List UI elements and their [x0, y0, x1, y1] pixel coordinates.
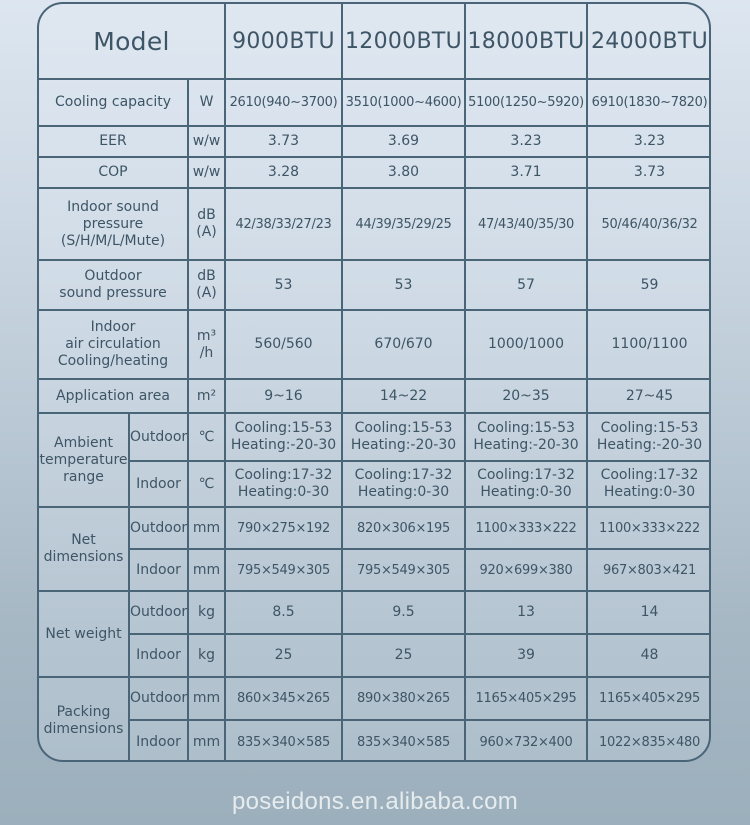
unit-cell [188, 260, 225, 310]
value-cell [587, 413, 711, 461]
value-cell: 6910(1830~7820) [587, 79, 711, 126]
sub-label-outdoor: Outdoor [129, 507, 188, 549]
value-line: Heating:0-30 [237, 484, 330, 500]
table-row [38, 461, 711, 507]
row-label-eer: EER [38, 126, 188, 157]
value-cell: 670/670 [342, 310, 465, 379]
sub-label-outdoor: Outdoor [129, 413, 188, 461]
value-cell: 42/38/33/27/23 [225, 188, 342, 260]
table-row [38, 591, 711, 634]
table-row [38, 634, 711, 677]
table-row [38, 720, 711, 762]
value-cell: 47/43/40/35/30 [465, 188, 587, 260]
unit-line: dB [197, 268, 216, 284]
value-cell: 795×549×305 [342, 549, 465, 591]
value-line: Cooling:17-32 [354, 467, 453, 483]
value-cell: 3.23 [587, 126, 711, 157]
unit-line: m³ [196, 327, 217, 344]
label-line: sound pressure [59, 285, 167, 301]
table-row [38, 413, 711, 461]
unit-cell: ℃ [188, 413, 225, 461]
value-cell: 960×732×400 [465, 720, 587, 762]
unit-cell: kg [188, 591, 225, 634]
value-line: Heating:-20-30 [350, 437, 457, 453]
value-line: Cooling:17-32 [600, 467, 699, 483]
unit-line: /h [199, 344, 214, 361]
label-line: range [63, 468, 104, 485]
value-line: Cooling:15-53 [600, 420, 699, 436]
value-cell [225, 461, 342, 507]
sub-label-indoor: Indoor [129, 461, 188, 507]
value-cell: 1100×333×222 [465, 507, 587, 549]
value-line: Cooling:17-32 [234, 467, 333, 483]
label-line: Indoor sound [67, 198, 159, 215]
value-cell: 1165×405×295 [587, 677, 711, 720]
value-cell: 820×306×195 [342, 507, 465, 549]
unit-cell [188, 310, 225, 379]
unit-cell [188, 188, 225, 260]
value-line: Heating:-20-30 [473, 437, 579, 453]
value-line: Heating:-20-30 [596, 437, 703, 453]
value-line: Heating:0-30 [480, 484, 572, 500]
value-cell [342, 461, 465, 507]
value-cell: 3.73 [225, 126, 342, 157]
value-line: Heating:-20-30 [230, 437, 337, 453]
table-row [38, 157, 711, 188]
sub-label-outdoor: Outdoor [129, 591, 188, 634]
btu-18000-header: 18000BTU [465, 3, 587, 79]
value-cell: 44/39/35/29/25 [342, 188, 465, 260]
value-cell: 890×380×265 [342, 677, 465, 720]
value-cell: 3.69 [342, 126, 465, 157]
unit-cell: kg [188, 634, 225, 677]
value-cell: 14 [587, 591, 711, 634]
row-label-indoor-sound [38, 188, 188, 260]
unit-cell: mm [188, 720, 225, 762]
value-cell: 3510(1000~4600) [342, 79, 465, 126]
value-line: Cooling:15-53 [354, 420, 453, 436]
value-cell: 835×340×585 [225, 720, 342, 762]
value-cell [225, 413, 342, 461]
label-line: Packing [56, 703, 111, 720]
value-cell: 25 [342, 634, 465, 677]
value-cell [465, 413, 587, 461]
value-cell: 835×340×585 [342, 720, 465, 762]
row-label-application-area: Application area [38, 379, 188, 413]
value-cell: 1000/1000 [465, 310, 587, 379]
value-cell: 3.23 [465, 126, 587, 157]
value-cell: 1100/1100 [587, 310, 711, 379]
value-line: Cooling:17-32 [477, 467, 575, 483]
value-cell: 13 [465, 591, 587, 634]
table-row [38, 677, 711, 720]
unit-cell: m² [188, 379, 225, 413]
value-cell: 2610(940~3700) [225, 79, 342, 126]
header-row [38, 3, 711, 79]
label-line: dimensions [43, 720, 124, 737]
value-cell: 3.28 [225, 157, 342, 188]
table-row [38, 507, 711, 549]
value-cell: 14~22 [342, 379, 465, 413]
row-label-ambient-temperature [38, 413, 129, 507]
value-cell: 39 [465, 634, 587, 677]
spec-table [37, 2, 711, 762]
sub-label-indoor: Indoor [129, 549, 188, 591]
label-line: Cooling/heating [57, 353, 169, 369]
unit-cell: mm [188, 549, 225, 591]
row-label-air-circulation [38, 310, 188, 379]
value-cell: 3.71 [465, 157, 587, 188]
watermark: poseidons.en.alibaba.com [231, 788, 519, 815]
value-cell: 3.73 [587, 157, 711, 188]
value-line: Heating:0-30 [603, 484, 696, 500]
label-line: Ambient [54, 434, 113, 451]
value-cell: 5100(1250~5920) [465, 79, 587, 126]
table-row [38, 260, 711, 310]
label-line: temperature [39, 451, 128, 468]
value-cell [342, 413, 465, 461]
btu-12000-header: 12000BTU [342, 3, 465, 79]
row-label-outdoor-sound [38, 260, 188, 310]
model-header: Model [38, 3, 225, 79]
table-row [38, 126, 711, 157]
table-row [38, 310, 711, 379]
value-cell: 50/46/40/36/32 [587, 188, 711, 260]
row-label-cop: COP [38, 157, 188, 188]
value-cell: 27~45 [587, 379, 711, 413]
value-line: Heating:0-30 [357, 484, 450, 500]
sub-label-indoor: Indoor [129, 720, 188, 762]
sub-label-outdoor: Outdoor [129, 677, 188, 720]
unit-cell: ℃ [188, 461, 225, 507]
value-cell: 48 [587, 634, 711, 677]
label-line: air circulation [65, 336, 161, 352]
row-label-packing-dimensions [38, 677, 129, 762]
row-label-cooling-capacity: Cooling capacity [38, 79, 188, 126]
value-line: Cooling:15-53 [234, 420, 333, 436]
value-cell: 25 [225, 634, 342, 677]
label-line: (S/H/M/L/Mute) [60, 232, 166, 249]
label-line: Net [71, 532, 96, 548]
row-label-net-dimensions [38, 507, 129, 591]
value-cell: 1022×835×480 [587, 720, 711, 762]
value-cell: 795×549×305 [225, 549, 342, 591]
unit-cell: w/w [188, 157, 225, 188]
unit-cell: mm [188, 507, 225, 549]
unit-line: dB [197, 207, 216, 223]
value-line: Cooling:15-53 [477, 420, 575, 436]
value-cell: 860×345×265 [225, 677, 342, 720]
unit-cell: W [188, 79, 225, 126]
btu-24000-header: 24000BTU [587, 3, 711, 79]
value-cell: 1100×333×222 [587, 507, 711, 549]
label-line: dimensions [43, 549, 124, 565]
table-row [38, 79, 711, 126]
value-cell: 9~16 [225, 379, 342, 413]
btu-9000-header: 9000BTU [225, 3, 342, 79]
value-cell: 967×803×421 [587, 549, 711, 591]
table-row [38, 379, 711, 413]
value-cell: 1165×405×295 [465, 677, 587, 720]
label-line: Indoor [90, 319, 136, 335]
value-cell: 920×699×380 [465, 549, 587, 591]
row-label-net-weight: Net weight [38, 591, 129, 677]
label-line: pressure [82, 215, 144, 232]
value-cell: 3.80 [342, 157, 465, 188]
table-row [38, 549, 711, 591]
value-cell: 8.5 [225, 591, 342, 634]
sub-label-indoor: Indoor [129, 634, 188, 677]
value-cell: 53 [225, 260, 342, 310]
unit-line: (A) [196, 285, 217, 301]
value-cell: 790×275×192 [225, 507, 342, 549]
value-cell [587, 461, 711, 507]
spec-table-card [37, 2, 711, 762]
unit-cell: mm [188, 677, 225, 720]
value-cell [465, 461, 587, 507]
value-cell: 57 [465, 260, 587, 310]
value-cell: 53 [342, 260, 465, 310]
unit-cell: w/w [188, 126, 225, 157]
table-row [38, 188, 711, 260]
value-cell: 9.5 [342, 591, 465, 634]
value-cell: 20~35 [465, 379, 587, 413]
value-cell: 560/560 [225, 310, 342, 379]
label-line: Outdoor [84, 268, 142, 284]
value-cell: 59 [587, 260, 711, 310]
unit-line: (A) [196, 224, 217, 240]
